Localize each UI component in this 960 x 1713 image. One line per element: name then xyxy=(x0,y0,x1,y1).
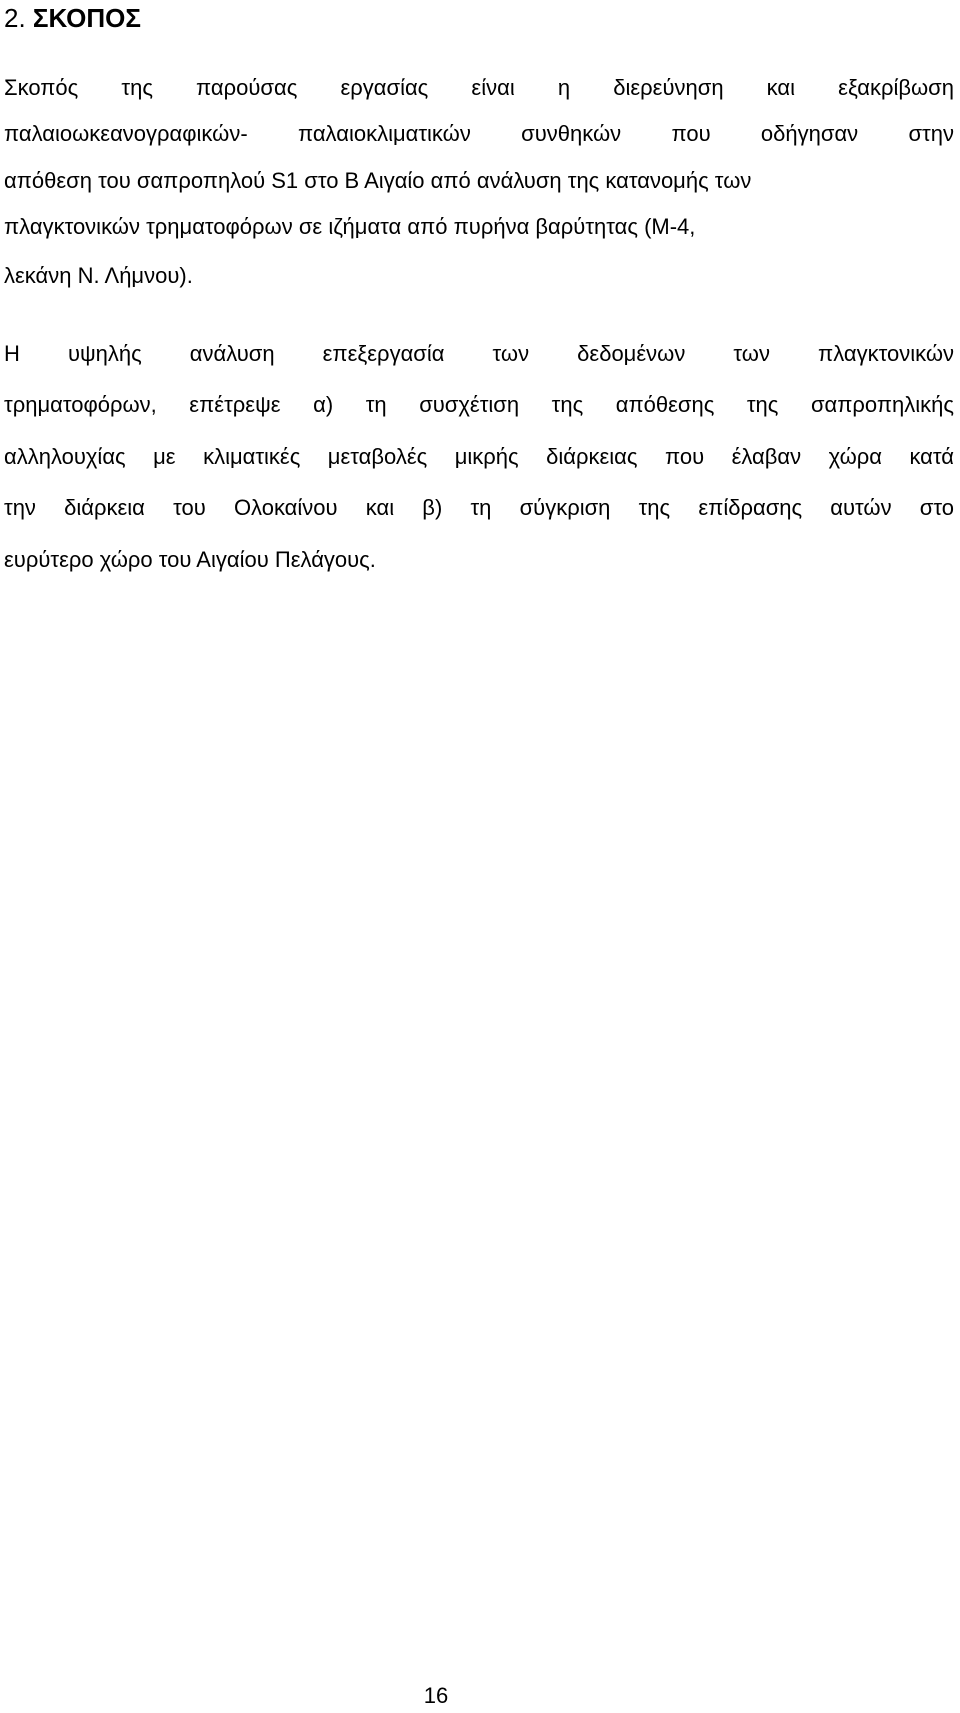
section-heading xyxy=(4,2,141,34)
paragraph-line: τρηματοφόρων, επέτρεψε α) τη συσχέτιση της απόθεσης της σαπροπηλικής xyxy=(4,392,954,417)
paragraph-line: ευρύτερο χώρο του Αιγαίου Πελάγους. xyxy=(4,547,376,572)
section-title: ΣΚΟΠΟΣ xyxy=(32,3,141,33)
paragraph-line: λεκάνη Ν. Λήμνου). xyxy=(4,263,193,288)
section-number: 2. xyxy=(4,3,26,33)
paragraph-line: αλληλουχίας με κλιματικές μεταβολές μικρής διάρκειας που έλαβαν χώρα κατά xyxy=(4,444,954,469)
paragraph-line: την διάρκεια του Ολοκαίνου και β) τη σύγκριση της επίδρασης αυτών στο xyxy=(4,495,954,520)
paragraph-line: απόθεση του σαπροπηλού S1 στο Β Αιγαίο από ανάλυση της κατανομής των xyxy=(4,168,752,193)
paragraph-line: Σκοπός της παρούσας εργασίας είναι η διερεύνηση και εξακρίβωση xyxy=(4,75,954,100)
paragraph-line: παλαιοωκεανογραφικών- παλαιοκλιματικών συνθηκών που οδήγησαν στην xyxy=(4,121,954,146)
paragraph-line: Η υψηλής ανάλυση επεξεργασία των δεδομένων των πλαγκτονικών xyxy=(4,341,954,366)
paragraph-line: πλαγκτονικών τρηματοφόρων σε ιζήματα από πυρήνα βαρύτητας (Μ-4, xyxy=(4,214,696,239)
page-number: 16 xyxy=(423,1683,449,1708)
